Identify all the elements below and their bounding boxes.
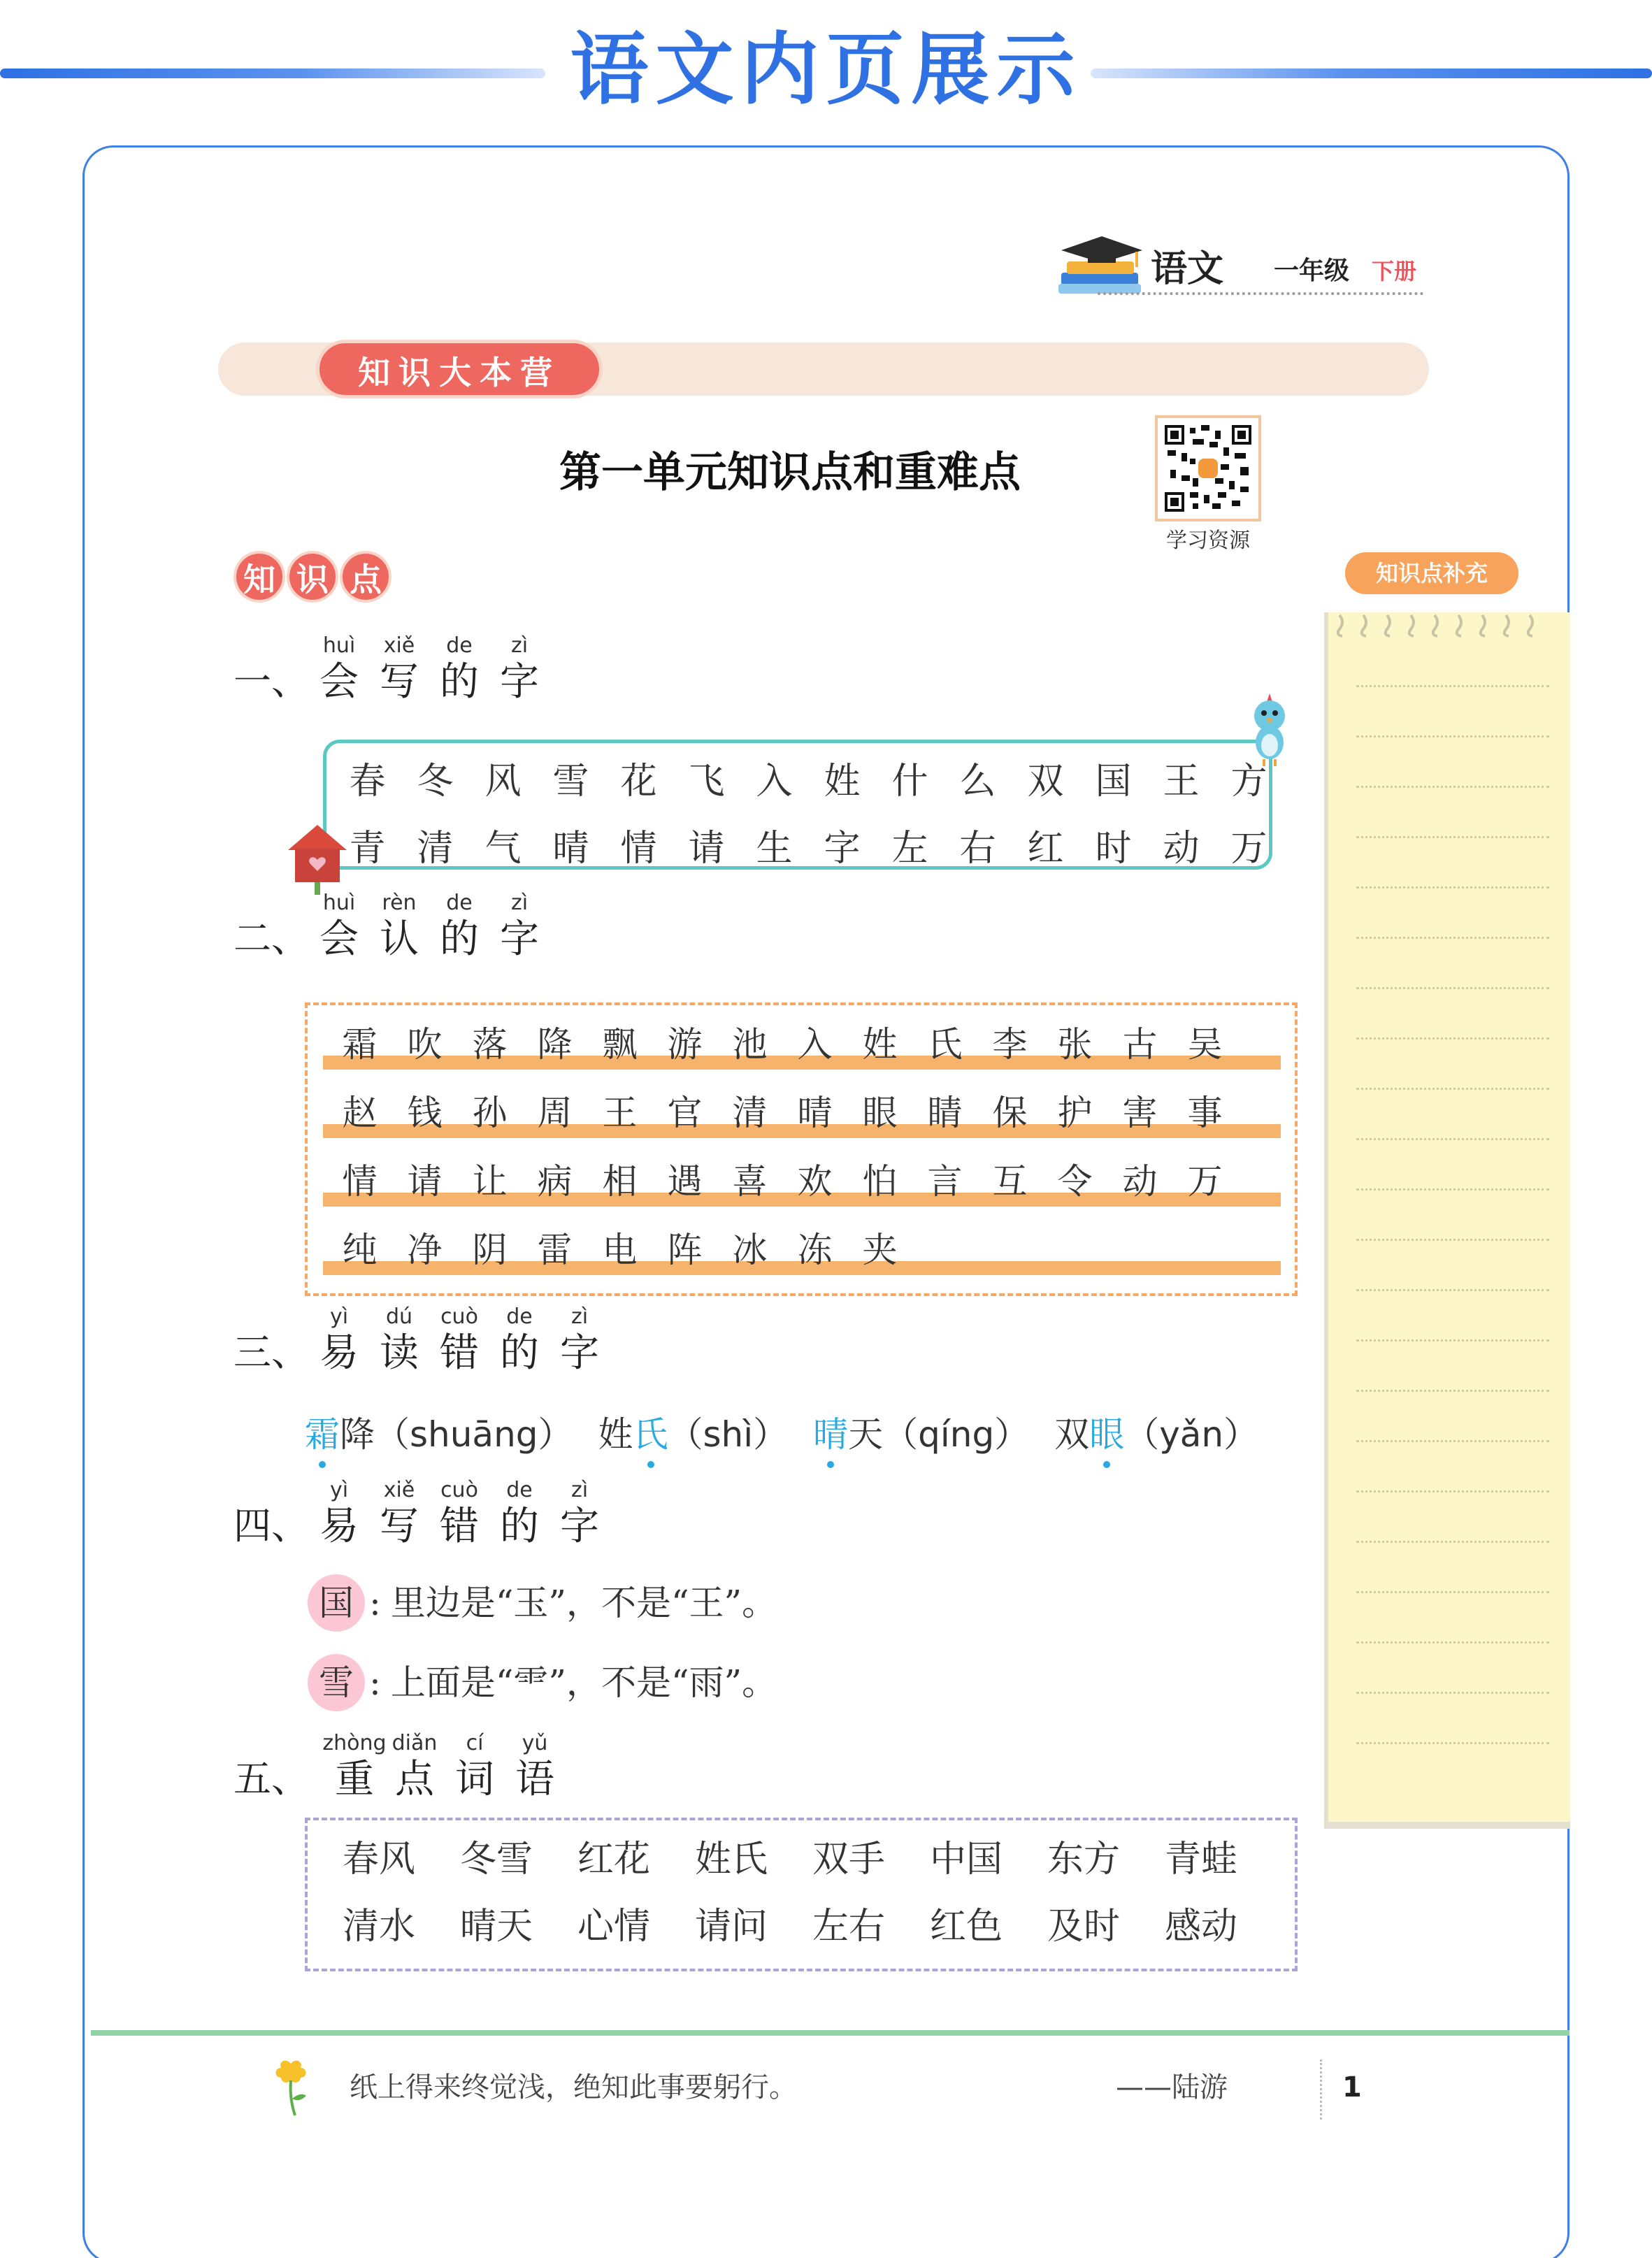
pinyin: rèn — [382, 891, 417, 915]
hanzi: 易 — [319, 1330, 359, 1376]
char: 官 — [667, 1093, 703, 1133]
char: 风 — [484, 761, 522, 803]
word-row — [343, 1901, 1282, 1952]
char: 气 — [484, 828, 522, 870]
unit-title: 第一单元知识点和重难点 — [559, 448, 1021, 497]
hanzi: 语 — [515, 1757, 554, 1802]
page-banner-title: 语文内页展示 — [570, 24, 1082, 115]
char: 动 — [1122, 1161, 1158, 1202]
pinyin: huì — [322, 891, 356, 915]
pinyin-annotation: （shì） — [668, 1414, 789, 1455]
char: 降 — [537, 1024, 573, 1065]
ruby-char — [309, 633, 369, 706]
char: 相 — [602, 1161, 638, 1202]
birdhouse-icon — [285, 822, 350, 896]
knowledge-badge — [234, 551, 392, 603]
char: 孙 — [472, 1093, 508, 1133]
hanzi: 易 — [319, 1504, 359, 1549]
note-line — [1356, 1390, 1549, 1392]
misread-item — [813, 1407, 1029, 1462]
char: 雪 — [552, 761, 589, 803]
pinyin: xiě — [383, 633, 415, 658]
section-title — [309, 1304, 610, 1377]
char-row — [327, 1022, 1237, 1067]
char-row — [333, 819, 1283, 871]
highlight-char: 氏 — [633, 1407, 668, 1462]
char: 王 — [602, 1093, 638, 1133]
section-3-heading — [234, 1304, 610, 1377]
char: 什 — [891, 761, 928, 803]
note-line — [1356, 1088, 1549, 1090]
hanzi: 会 — [319, 659, 359, 705]
ruby-char — [445, 1731, 505, 1804]
char: 遇 — [667, 1161, 703, 1202]
char: 阴 — [472, 1230, 508, 1270]
char: 万 — [1230, 828, 1267, 870]
flower-icon — [270, 2058, 312, 2117]
note-line — [1356, 937, 1549, 939]
hanzi: 字 — [560, 1330, 599, 1376]
char: 电 — [602, 1230, 638, 1270]
ruby-char — [369, 633, 429, 706]
misread-item — [1054, 1407, 1258, 1462]
miswritten-note: 里边是“玉”，不是“王”。 — [390, 1583, 777, 1623]
word: 冬雪 — [460, 1839, 533, 1881]
char: 冻 — [797, 1230, 833, 1270]
pinyin: zì — [510, 891, 529, 915]
char: 钱 — [407, 1093, 443, 1133]
char: 落 — [472, 1024, 508, 1065]
ruby-char — [429, 1478, 489, 1551]
char: 青 — [349, 828, 386, 870]
char: 净 — [407, 1230, 443, 1270]
miswritten-item — [308, 1654, 777, 1711]
char: 方 — [1230, 761, 1267, 803]
qr-code-icon[interactable] — [1155, 415, 1261, 522]
note-line — [1356, 1440, 1549, 1442]
word: 左右 — [812, 1906, 886, 1948]
hanzi: 读 — [380, 1330, 419, 1376]
char: 请 — [407, 1161, 443, 1202]
key-words-box — [305, 1818, 1298, 1971]
char-row — [327, 1091, 1237, 1135]
char: 右 — [959, 828, 996, 870]
section-banner-pill: 知识大本营 — [316, 340, 603, 398]
section-title — [324, 1731, 565, 1804]
section-number: 三、 — [234, 1330, 309, 1374]
section-title — [309, 633, 550, 706]
char: 喜 — [732, 1161, 768, 1202]
note-line — [1356, 1641, 1549, 1644]
ruby-char — [309, 1304, 369, 1377]
char: 清 — [417, 828, 454, 870]
ruby-char — [309, 1478, 369, 1551]
char-row — [327, 1228, 912, 1272]
section-4-heading — [234, 1478, 610, 1551]
colon: : — [369, 1662, 381, 1703]
char: 双 — [1027, 761, 1064, 803]
books-graduation-cap-icon — [1054, 232, 1149, 299]
pinyin: de — [506, 1478, 533, 1502]
hanzi: 字 — [500, 659, 539, 705]
note-line — [1356, 1239, 1549, 1241]
word: 清水 — [343, 1906, 416, 1948]
ruby-char — [429, 891, 489, 963]
note-line — [1356, 1541, 1549, 1543]
char: 姓 — [862, 1024, 898, 1065]
word: 晴天 — [460, 1906, 533, 1948]
ruby-char — [489, 1304, 550, 1377]
pinyin: cí — [466, 1731, 484, 1755]
char: 事 — [1187, 1093, 1223, 1133]
char: 左 — [891, 828, 928, 870]
char: 万 — [1187, 1161, 1223, 1202]
pinyin: de — [506, 1304, 533, 1329]
header-subject: 语文 — [1151, 248, 1224, 290]
hanzi: 字 — [560, 1504, 599, 1549]
char: 冰 — [732, 1230, 768, 1270]
plain-char: 降 — [340, 1414, 375, 1455]
section-number: 二、 — [234, 916, 309, 961]
footer-author: ——陆游 — [1116, 2071, 1228, 2104]
char: 春 — [349, 761, 386, 803]
char: 赵 — [342, 1093, 378, 1133]
note-line — [1356, 735, 1549, 738]
char: 请 — [688, 828, 725, 870]
hanzi: 的 — [500, 1504, 539, 1549]
miswritten-char: 国 — [319, 1583, 354, 1623]
char: 古 — [1122, 1024, 1158, 1065]
section-number: 五、 — [234, 1757, 309, 1801]
char: 动 — [1163, 828, 1200, 870]
ruby-char — [324, 1731, 385, 1804]
char: 互 — [992, 1161, 1028, 1202]
pinyin: zì — [570, 1478, 589, 1502]
pinyin: de — [446, 633, 473, 658]
char: 周 — [537, 1093, 573, 1133]
footer-quote: 纸上得来终觉浅，绝知此事要躬行。 — [350, 2071, 797, 2104]
char: 么 — [959, 761, 996, 803]
char: 飞 — [688, 761, 725, 803]
pinyin-annotation: （shuāng） — [375, 1414, 573, 1455]
header-grade: 一年级 — [1274, 257, 1350, 285]
char: 睛 — [927, 1093, 963, 1133]
highlight-char: 晴 — [813, 1407, 848, 1462]
colon: : — [369, 1583, 381, 1623]
hanzi: 错 — [440, 1330, 479, 1376]
miswritten-item — [308, 1574, 777, 1632]
hanzi: 点 — [395, 1757, 434, 1802]
char: 氏 — [927, 1024, 963, 1065]
pinyin: zì — [570, 1304, 589, 1329]
note-line — [1356, 1490, 1549, 1493]
page-number: 1 — [1342, 2071, 1362, 2104]
pinyin: dú — [385, 1304, 413, 1329]
pinyin: zhòng — [322, 1731, 387, 1755]
note-line — [1356, 1339, 1549, 1342]
char: 欢 — [797, 1161, 833, 1202]
word: 感动 — [1165, 1906, 1238, 1948]
note-line — [1356, 1188, 1549, 1191]
section-5-heading — [234, 1731, 565, 1804]
knowledge-badge-char: 识 — [287, 551, 338, 603]
word: 中国 — [930, 1839, 1003, 1881]
pinyin: zì — [510, 633, 529, 658]
word: 春风 — [343, 1839, 416, 1881]
char: 霜 — [342, 1024, 378, 1065]
bird-icon — [1244, 692, 1295, 769]
ruby-char — [369, 1478, 429, 1551]
ruby-char — [369, 891, 429, 963]
section-title — [309, 891, 550, 963]
ruby-char — [550, 1478, 610, 1551]
char: 吹 — [407, 1024, 443, 1065]
miswritten-char: 雪 — [319, 1662, 354, 1703]
highlight-char: 眼 — [1089, 1407, 1124, 1462]
pinyin: yì — [329, 1304, 349, 1329]
note-line — [1356, 886, 1549, 889]
header-underline — [1098, 292, 1423, 295]
char: 花 — [620, 761, 657, 803]
char: 池 — [732, 1024, 768, 1065]
char: 晴 — [552, 828, 589, 870]
char: 夹 — [862, 1230, 898, 1270]
footer-divider — [91, 2030, 1570, 2036]
pinyin-annotation: （yǎn） — [1124, 1414, 1259, 1455]
char: 生 — [756, 828, 793, 870]
word: 心情 — [577, 1906, 651, 1948]
ruby-char — [550, 1304, 610, 1377]
word: 红花 — [577, 1839, 651, 1881]
pinyin: yì — [329, 1478, 349, 1502]
note-line — [1356, 786, 1549, 788]
misread-item — [598, 1407, 789, 1462]
word-row — [343, 1834, 1282, 1885]
hanzi: 的 — [440, 916, 479, 962]
word: 双手 — [812, 1839, 886, 1881]
highlight-char: 霜 — [305, 1407, 340, 1462]
char: 姓 — [824, 761, 861, 803]
miswritten-char-badge — [308, 1574, 365, 1632]
note-line — [1356, 987, 1549, 989]
char: 眼 — [862, 1093, 898, 1133]
reading-chars-box — [305, 1002, 1298, 1296]
hanzi: 认 — [380, 916, 419, 962]
hanzi: 错 — [440, 1504, 479, 1549]
note-line — [1356, 1692, 1549, 1694]
misread-item — [305, 1407, 573, 1462]
hanzi: 写 — [380, 1504, 419, 1549]
char: 病 — [537, 1161, 573, 1202]
writing-chars-box — [323, 740, 1272, 870]
miswritten-char-badge — [308, 1654, 365, 1711]
section-2-heading — [234, 891, 550, 963]
page-number-divider — [1320, 2059, 1322, 2120]
word: 红色 — [930, 1906, 1003, 1948]
plain-char: 天 — [848, 1414, 884, 1455]
hanzi: 写 — [380, 659, 419, 705]
char: 保 — [992, 1093, 1028, 1133]
hanzi: 字 — [500, 916, 539, 962]
word: 及时 — [1047, 1906, 1121, 1948]
hanzi: 词 — [455, 1757, 494, 1802]
note-line — [1356, 1742, 1549, 1744]
char: 让 — [472, 1161, 508, 1202]
char: 阵 — [667, 1230, 703, 1270]
char: 情 — [342, 1161, 378, 1202]
char: 入 — [756, 761, 793, 803]
note-line — [1356, 1037, 1549, 1040]
hanzi: 的 — [440, 659, 479, 705]
qr-pattern — [1165, 425, 1251, 512]
ruby-char — [489, 633, 550, 706]
header-volume: 下册 — [1372, 258, 1417, 285]
ruby-char — [489, 891, 550, 963]
note-line — [1356, 1289, 1549, 1291]
note-line — [1356, 685, 1549, 687]
char: 字 — [824, 828, 861, 870]
char: 纯 — [342, 1230, 378, 1270]
char: 情 — [620, 828, 657, 870]
word: 请问 — [695, 1906, 768, 1948]
section-1-heading — [234, 633, 550, 706]
ruby-char — [429, 1304, 489, 1377]
word: 姓氏 — [695, 1839, 768, 1881]
ruby-char — [309, 891, 369, 963]
pinyin: xiě — [383, 1478, 415, 1502]
pinyin-annotation: （qíng） — [883, 1414, 1030, 1455]
char: 游 — [667, 1024, 703, 1065]
char: 飘 — [602, 1024, 638, 1065]
char: 红 — [1027, 828, 1064, 870]
word: 青蛙 — [1165, 1839, 1238, 1881]
hanzi: 重 — [335, 1757, 374, 1802]
char: 言 — [927, 1161, 963, 1202]
pinyin: cuò — [440, 1304, 478, 1329]
ruby-char — [489, 1478, 550, 1551]
section-number: 一、 — [234, 659, 309, 703]
char: 王 — [1163, 761, 1200, 803]
pinyin: huì — [322, 633, 356, 658]
char: 时 — [1095, 828, 1132, 870]
char: 令 — [1057, 1161, 1093, 1202]
ruby-char — [369, 1304, 429, 1377]
ruby-char — [385, 1731, 445, 1804]
char: 李 — [992, 1024, 1028, 1065]
note-line — [1356, 1138, 1549, 1140]
section-title — [309, 1478, 610, 1551]
char: 张 — [1057, 1024, 1093, 1065]
hanzi: 的 — [500, 1330, 539, 1376]
ruby-char — [429, 633, 489, 706]
char: 怕 — [862, 1161, 898, 1202]
char-row — [333, 752, 1283, 804]
word: 东方 — [1047, 1839, 1121, 1881]
ruby-char — [505, 1731, 565, 1804]
qr-label: 学习资源 — [1166, 528, 1250, 553]
char: 入 — [797, 1024, 833, 1065]
knowledge-badge-char: 点 — [340, 551, 392, 603]
pinyin: de — [446, 891, 473, 915]
note-line — [1356, 1591, 1549, 1593]
notebook-rings-icon — [1334, 612, 1555, 638]
hanzi: 会 — [319, 916, 359, 962]
section-number: 四、 — [234, 1504, 309, 1548]
supplement-pill: 知识点补充 — [1345, 552, 1518, 594]
plain-char: 姓 — [598, 1414, 633, 1455]
plain-char: 双 — [1054, 1414, 1090, 1455]
note-line — [1356, 836, 1549, 838]
pinyin: yǔ — [522, 1731, 548, 1755]
char: 雷 — [537, 1230, 573, 1270]
char: 害 — [1122, 1093, 1158, 1133]
char: 护 — [1057, 1093, 1093, 1133]
misread-chars-line — [305, 1407, 1284, 1462]
char: 国 — [1095, 761, 1132, 803]
char-row — [327, 1159, 1237, 1204]
knowledge-badge-char: 知 — [234, 551, 285, 603]
pinyin: diǎn — [392, 1731, 438, 1755]
pinyin: cuò — [440, 1478, 478, 1502]
char: 冬 — [417, 761, 454, 803]
char: 晴 — [797, 1093, 833, 1133]
char: 清 — [732, 1093, 768, 1133]
char: 吴 — [1187, 1024, 1223, 1065]
miswritten-note: 上面是“⻗”，不是“雨”。 — [390, 1662, 777, 1703]
notes-panel[interactable] — [1324, 612, 1570, 1829]
